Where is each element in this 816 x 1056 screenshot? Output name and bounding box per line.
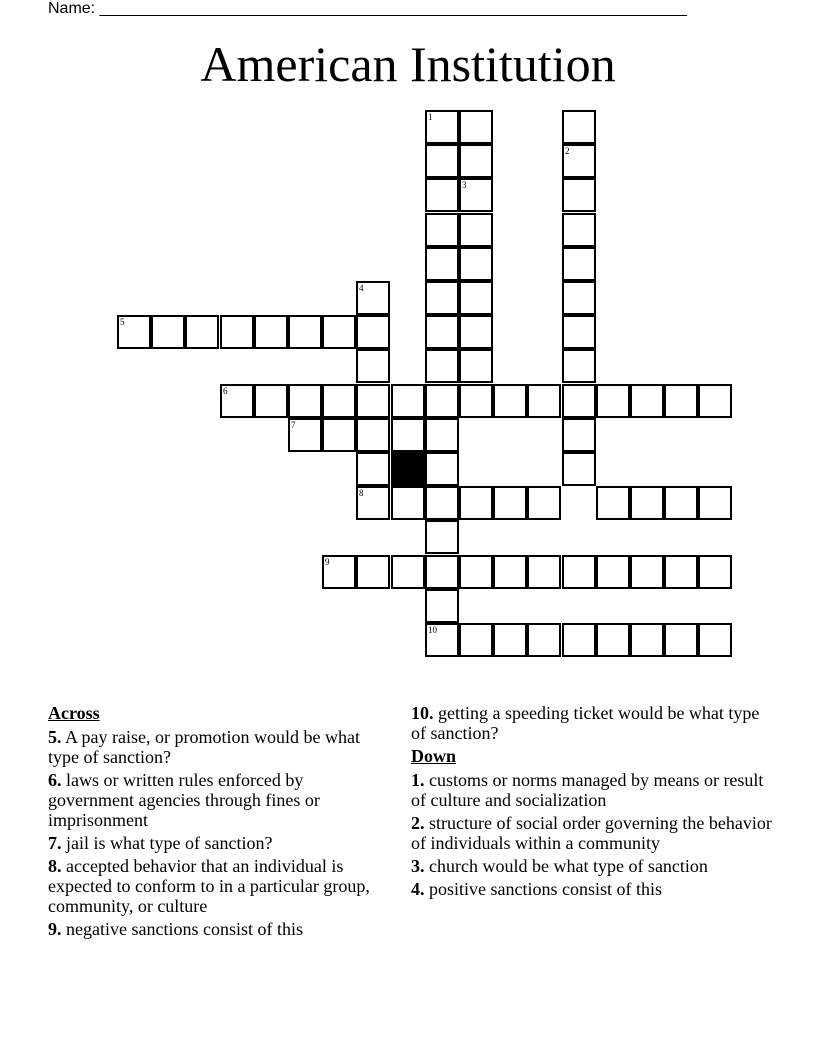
crossword-cell[interactable]	[562, 281, 596, 315]
crossword-cell[interactable]	[425, 486, 459, 520]
across-clue	[411, 703, 776, 743]
crossword-cell[interactable]	[425, 110, 459, 144]
crossword-cell[interactable]	[356, 315, 390, 349]
crossword-cell[interactable]	[459, 349, 493, 383]
crossword-cell[interactable]	[698, 555, 732, 589]
across-clue	[48, 770, 388, 830]
crossword-cell[interactable]	[356, 349, 390, 383]
clue-text: jail is what type of sanction?	[66, 833, 273, 853]
clues-column-left	[48, 703, 388, 942]
down-clue	[411, 813, 776, 853]
clue-number: 9.	[48, 919, 62, 939]
down-clue	[411, 856, 776, 876]
crossword-cell[interactable]	[151, 315, 185, 349]
cell-number: 1	[428, 112, 433, 122]
clue-text: getting a speeding ticket would be what type of sanction?	[411, 703, 760, 743]
crossword-cell[interactable]	[220, 384, 254, 418]
clue-text: accepted behavior that an individual is expected to conform to in a particular group, community, or culture	[48, 856, 370, 916]
clue-number: 2.	[411, 813, 425, 833]
crossword-cell[interactable]	[527, 555, 561, 589]
crossword-cell[interactable]	[664, 384, 698, 418]
puzzle-title: American Institution	[200, 36, 616, 92]
crossword-cell[interactable]	[562, 623, 596, 657]
crossword-cell[interactable]	[459, 384, 493, 418]
across-clue	[48, 919, 388, 939]
across-clue	[48, 856, 388, 916]
crossword-cell[interactable]	[425, 555, 459, 589]
cell-number: 6	[223, 386, 228, 396]
clue-number: 10.	[411, 703, 434, 723]
crossword-cell[interactable]	[322, 555, 356, 589]
crossword-cell[interactable]	[459, 555, 493, 589]
cell-number: 8	[359, 488, 364, 498]
clue-number: 8.	[48, 856, 62, 876]
crossword-cell[interactable]	[425, 384, 459, 418]
across-clue	[48, 727, 388, 767]
crossword-cell[interactable]	[562, 418, 596, 452]
cell-number: 10	[428, 625, 437, 635]
crossword-cell[interactable]	[322, 418, 356, 452]
crossword-cell[interactable]	[117, 315, 151, 349]
crossword-cell[interactable]	[527, 384, 561, 418]
crossword-cell[interactable]	[356, 281, 390, 315]
crossword-cell[interactable]	[698, 384, 732, 418]
cell-number: 5	[120, 317, 125, 327]
crossword-cell[interactable]	[630, 384, 664, 418]
crossword-cell[interactable]	[425, 623, 459, 657]
crossword-cell[interactable]	[493, 486, 527, 520]
crossword-cell[interactable]	[425, 418, 459, 452]
crossword-cell[interactable]	[664, 623, 698, 657]
clue-text: structure of social order governing the behavior of individuals within a community	[411, 813, 772, 853]
crossword-cell[interactable]	[425, 589, 459, 623]
crossword-cell[interactable]	[459, 623, 493, 657]
crossword-cell[interactable]	[288, 384, 322, 418]
crossword-cell[interactable]	[459, 281, 493, 315]
crossword-cell[interactable]	[288, 418, 322, 452]
crossword-cell[interactable]	[459, 486, 493, 520]
down-clue	[411, 770, 776, 810]
crossword-cell[interactable]	[562, 178, 596, 212]
crossword-cell[interactable]	[562, 384, 596, 418]
crossword-cell[interactable]	[356, 418, 390, 452]
clues-column-right	[411, 703, 776, 902]
crossword-cell[interactable]	[425, 349, 459, 383]
crossword-cell[interactable]	[459, 144, 493, 178]
crossword-cell[interactable]	[562, 144, 596, 178]
crossword-cell[interactable]	[562, 349, 596, 383]
crossword-cell[interactable]	[322, 315, 356, 349]
crossword-cell[interactable]	[391, 486, 425, 520]
crossword-cell[interactable]	[562, 110, 596, 144]
clue-number: 5.	[48, 727, 62, 747]
crossword-cell[interactable]	[356, 555, 390, 589]
crossword-cell[interactable]	[356, 452, 390, 486]
crossword-cell[interactable]	[493, 623, 527, 657]
crossword-cell[interactable]	[630, 623, 664, 657]
crossword-cell[interactable]	[254, 384, 288, 418]
crossword-cell[interactable]	[254, 315, 288, 349]
crossword-cell[interactable]	[596, 623, 630, 657]
crossword-cell[interactable]	[425, 213, 459, 247]
crossword-cell[interactable]	[322, 384, 356, 418]
crossword-cell[interactable]	[425, 520, 459, 554]
clue-number: 7.	[48, 833, 62, 853]
crossword-grid	[117, 110, 700, 658]
crossword-cell[interactable]	[493, 384, 527, 418]
crossword-cell[interactable]	[356, 384, 390, 418]
crossword-cell[interactable]	[459, 110, 493, 144]
crossword-cell[interactable]	[562, 315, 596, 349]
clue-number: 6.	[48, 770, 62, 790]
black-square	[391, 452, 425, 486]
crossword-cell[interactable]	[425, 144, 459, 178]
clue-number: 4.	[411, 879, 425, 899]
cell-number: 2	[565, 146, 570, 156]
crossword-cell[interactable]	[425, 247, 459, 281]
crossword-cell[interactable]	[493, 555, 527, 589]
crossword-cell[interactable]	[698, 486, 732, 520]
crossword-cell[interactable]	[220, 315, 254, 349]
cell-number: 7	[291, 420, 296, 430]
crossword-cell[interactable]	[562, 555, 596, 589]
crossword-cell[interactable]	[459, 178, 493, 212]
crossword-cell[interactable]	[596, 555, 630, 589]
clue-text: church would be what type of sanction	[429, 856, 708, 876]
clue-text: laws or written rules enforced by government agencies through fines or imprisonment	[48, 770, 320, 830]
clue-text: A pay raise, or promotion would be what type of sanction?	[48, 727, 360, 767]
down-heading: Down	[411, 746, 457, 766]
clue-number: 1.	[411, 770, 425, 790]
crossword-cell[interactable]	[425, 178, 459, 212]
crossword-cell[interactable]	[391, 555, 425, 589]
crossword-cell[interactable]	[596, 384, 630, 418]
crossword-cell[interactable]	[596, 486, 630, 520]
crossword-cell[interactable]	[630, 555, 664, 589]
crossword-cell[interactable]	[698, 623, 732, 657]
down-clue	[411, 879, 776, 899]
crossword-cell[interactable]	[459, 213, 493, 247]
cell-number: 4	[359, 283, 364, 293]
crossword-cell[interactable]	[527, 486, 561, 520]
crossword-cell[interactable]	[459, 247, 493, 281]
clue-number: 3.	[411, 856, 425, 876]
crossword-cell[interactable]	[664, 486, 698, 520]
clue-text: customs or norms managed by means or result of culture and socialization	[411, 770, 764, 810]
crossword-cell[interactable]	[356, 486, 390, 520]
crossword-cell[interactable]	[562, 247, 596, 281]
across-heading: Across	[48, 703, 100, 723]
crossword-cell[interactable]	[391, 384, 425, 418]
crossword-cell[interactable]	[562, 452, 596, 486]
crossword-cell[interactable]	[527, 623, 561, 657]
crossword-cell[interactable]	[288, 315, 322, 349]
across-clue	[48, 833, 388, 853]
crossword-cell[interactable]	[425, 452, 459, 486]
crossword-cell[interactable]	[425, 281, 459, 315]
cell-number: 9	[325, 557, 330, 567]
crossword-cell[interactable]	[664, 555, 698, 589]
name-field-line[interactable]: Name: __________________________________________________________________	[48, 0, 687, 17]
clue-text: positive sanctions consist of this	[429, 879, 662, 899]
crossword-cell[interactable]	[562, 213, 596, 247]
crossword-cell[interactable]	[459, 315, 493, 349]
crossword-cell[interactable]	[185, 315, 219, 349]
cell-number: 3	[462, 180, 467, 190]
crossword-cell[interactable]	[391, 418, 425, 452]
clue-text: negative sanctions consist of this	[66, 919, 303, 939]
crossword-cell[interactable]	[630, 486, 664, 520]
crossword-cell[interactable]	[425, 315, 459, 349]
